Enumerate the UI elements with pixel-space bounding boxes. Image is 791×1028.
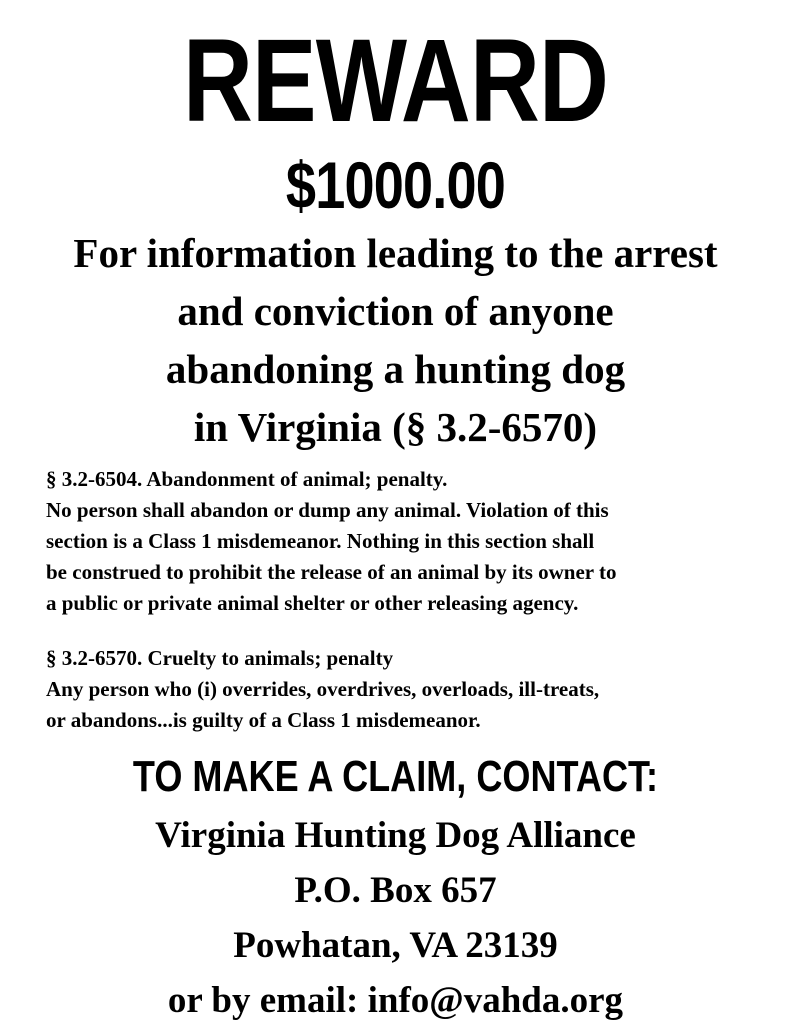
reward-amount: $1000.00 bbox=[285, 148, 506, 222]
contact-po-box: P.O. Box 657 bbox=[294, 870, 497, 911]
statute-text-line: Any person who (i) overrides, overdrives, overloads, ill-treats, bbox=[46, 677, 600, 701]
description-line: and conviction of anyone bbox=[177, 288, 614, 334]
contact-organization: Virginia Hunting Dog Alliance bbox=[155, 815, 636, 856]
contact-email: or by email: info@vahda.org bbox=[167, 980, 624, 1021]
contact-info bbox=[0, 808, 791, 1028]
statute-text-line: be construed to prohibit the release of an animal by its owner to bbox=[46, 560, 617, 584]
claim-heading: TO MAKE A CLAIM, CONTACT: bbox=[132, 752, 659, 801]
statute-text-line: No person shall abandon or dump any animal. Violation of this bbox=[46, 498, 609, 522]
reward-title: REWARD bbox=[182, 15, 609, 147]
description-line: For information leading to the arrest bbox=[73, 230, 718, 276]
statute-heading: § 3.2-6570. Cruelty to animals; penalty bbox=[46, 646, 394, 670]
statute-cruelty bbox=[46, 643, 766, 736]
statute-abandonment bbox=[46, 464, 766, 619]
statute-heading: § 3.2-6504. Abandonment of animal; penalty. bbox=[46, 467, 448, 491]
description-line: abandoning a hunting dog bbox=[165, 346, 626, 392]
statute-text-line: section is a Class 1 misdemeanor. Nothing in this section shall bbox=[46, 529, 595, 553]
statute-text-line: or abandons...is guilty of a Class 1 misdemeanor. bbox=[46, 708, 481, 732]
reward-description bbox=[0, 224, 791, 456]
statute-text-line: a public or private animal shelter or other releasing agency. bbox=[46, 591, 579, 615]
description-line: in Virginia (§ 3.2-6570) bbox=[193, 404, 598, 450]
contact-city: Powhatan, VA 23139 bbox=[233, 925, 558, 966]
